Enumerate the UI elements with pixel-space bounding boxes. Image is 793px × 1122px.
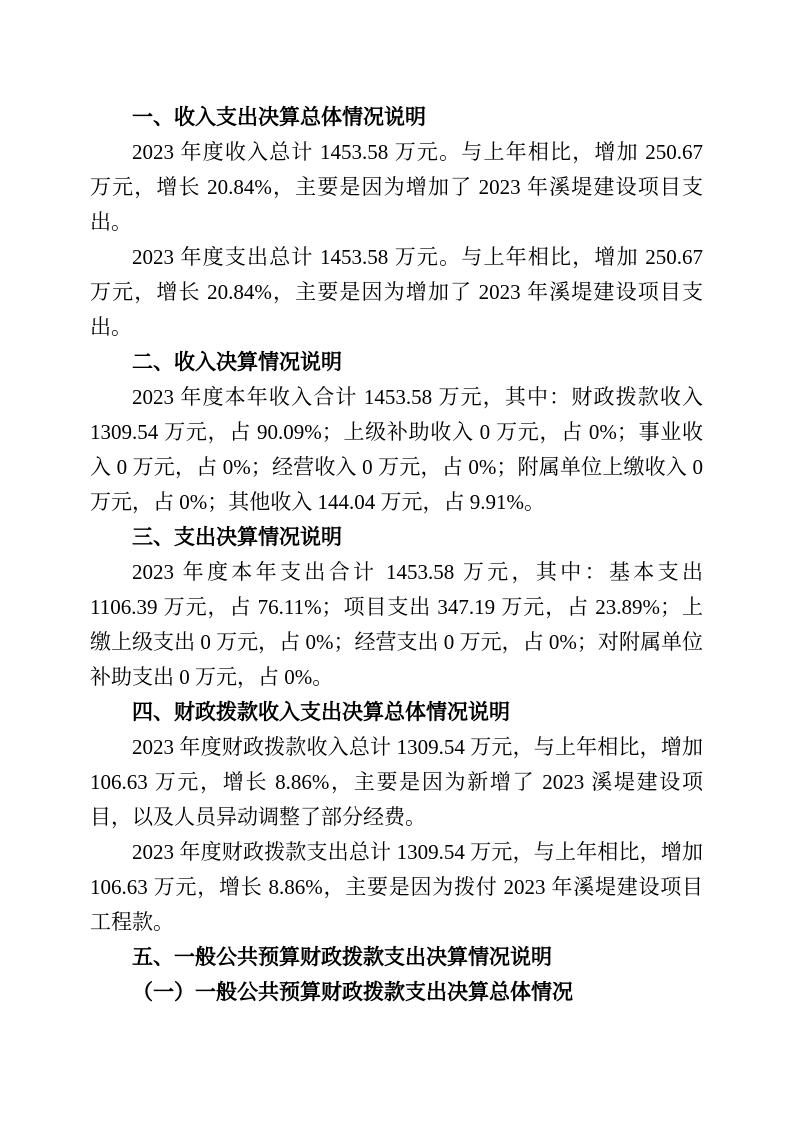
document-content (90, 100, 703, 1010)
section-1-heading: 一、收入支出决算总体情况说明 (132, 106, 426, 129)
section-4-heading: 四、财政拨款收入支出决算总体情况说明 (132, 701, 510, 724)
section-1-paragraph-1: 2023 年度收入总计 1453.58 万元。与上年相比，增加 250.67 万元，增长 20.84%，主要是因为增加了 2023 年溪堤建设项目支出。 (90, 140, 703, 234)
section-4-paragraph-2: 2023 年度财政拨款支出总计 1309.54 万元，与上年相比，增加 106.63 万元，增长 8.86%，主要是因为拨付 2023 年溪堤建设项目工程款。 (90, 840, 703, 934)
section-1-paragraph-2: 2023 年度支出总计 1453.58 万元。与上年相比，增加 250.67 万元，增长 20.84%，主要是因为增加了 2023 年溪堤建设项目支出。 (90, 245, 703, 339)
section-2-heading: 二、收入决算情况说明 (132, 351, 342, 374)
section-3-paragraph-1: 2023 年度本年支出合计 1453.58 万元，其中：基本支出 1106.39 万元，占 76.11%；项目支出 347.19 万元，占 23.89%；上缴上级支出 0 万元，占 0%；经营支出 0 万元，占 0%；对附属单位补助支出 0 万元，占 0%。 (90, 560, 703, 689)
section-5-heading: 五、一般公共预算财政拨款支出决算情况说明 (132, 946, 552, 969)
section-4-paragraph-1: 2023 年度财政拨款收入总计 1309.54 万元，与上年相比，增加 106.63 万元，增长 8.86%，主要是因为新增了 2023 溪堤建设项目，以及人员异动调整了部分经费。 (90, 735, 703, 829)
section-3-heading: 三、支出决算情况说明 (132, 526, 342, 549)
section-2-paragraph-1: 2023 年度本年收入合计 1453.58 万元，其中：财政拨款收入 1309.54 万元，占 90.09%；上级补助收入 0 万元，占 0%；事业收入 0 万元，占 0%；经营收入 0 万元，占 0%；附属单位上缴收入 0 万元，占 0%；其他收入 144.04 万元，占 9.91%。 (90, 385, 703, 514)
section-5-subheading: （一）一般公共预算财政拨款支出决算总体情况 (132, 981, 573, 1004)
